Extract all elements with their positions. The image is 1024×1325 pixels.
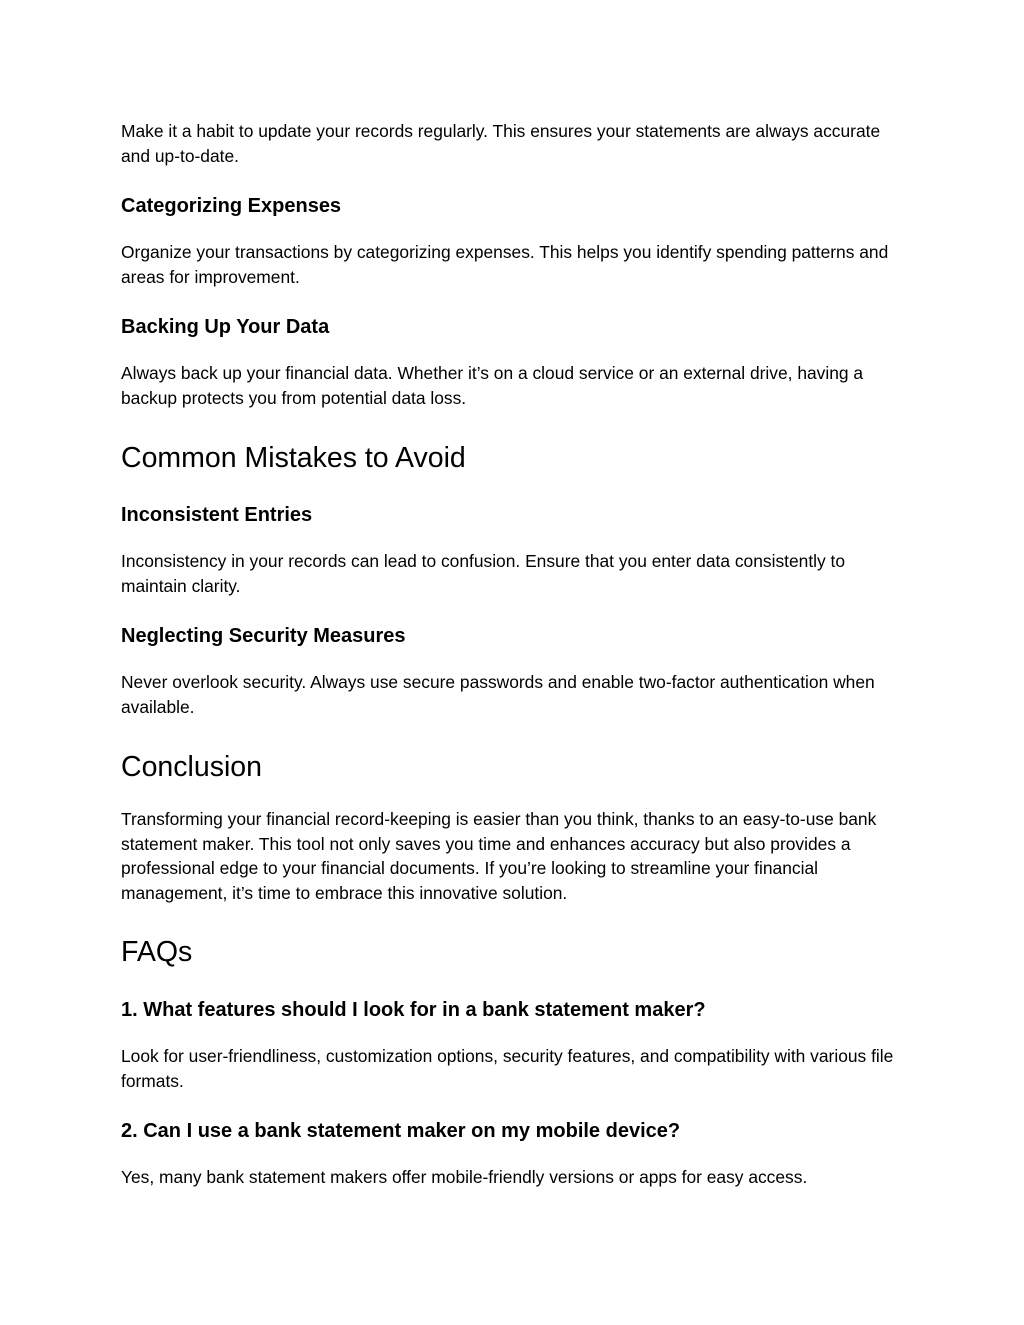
faqs-heading: FAQs [121,936,193,968]
faq-answer-2: Yes, many bank statement makers offer mobile-friendly versions or apps for easy access. [121,1167,808,1187]
intro-paragraph: Make it a habit to update your records regularly. This ensures your statements are always accurate and up-to-date. [121,121,881,166]
faq-answer-1: Look for user-friendliness, customization options, security features, and compatibility with various file formats. [121,1046,894,1091]
faq-question-2: 2. Can I use a bank statement maker on my mobile device? [121,1120,681,1142]
inconsistent-entries-paragraph: Inconsistency in your records can lead to confusion. Ensure that you enter data consistently to maintain clarity. [121,551,846,596]
backing-up-heading: Backing Up Your Data [121,316,330,338]
conclusion-paragraph: Transforming your financial record-keeping is easier than you think, thanks to an easy-to-use bank statement maker. This tool not only saves you time and enhances accuracy but also provides a professional edge to your financial documents. If you’re looking to streamline your financial management, it’s time to embrace this innovative solution. [121,809,877,903]
neglecting-security-heading: Neglecting Security Measures [121,625,406,647]
inconsistent-entries-heading: Inconsistent Entries [121,504,313,526]
neglecting-security-paragraph: Never overlook security. Always use secure passwords and enable two-factor authentication when available. [121,672,875,717]
conclusion-heading: Conclusion [121,751,262,783]
backing-up-paragraph: Always back up your financial data. Whether it’s on a cloud service or an external drive, having a backup protects you from potential data loss. [121,363,864,408]
faq-question-1: 1. What features should I look for in a bank statement maker? [121,999,706,1021]
categorizing-expenses-paragraph: Organize your transactions by categorizing expenses. This helps you identify spending patterns and areas for improvement. [121,242,889,287]
categorizing-expenses-heading: Categorizing Expenses [121,195,342,217]
common-mistakes-heading: Common Mistakes to Avoid [121,442,466,474]
